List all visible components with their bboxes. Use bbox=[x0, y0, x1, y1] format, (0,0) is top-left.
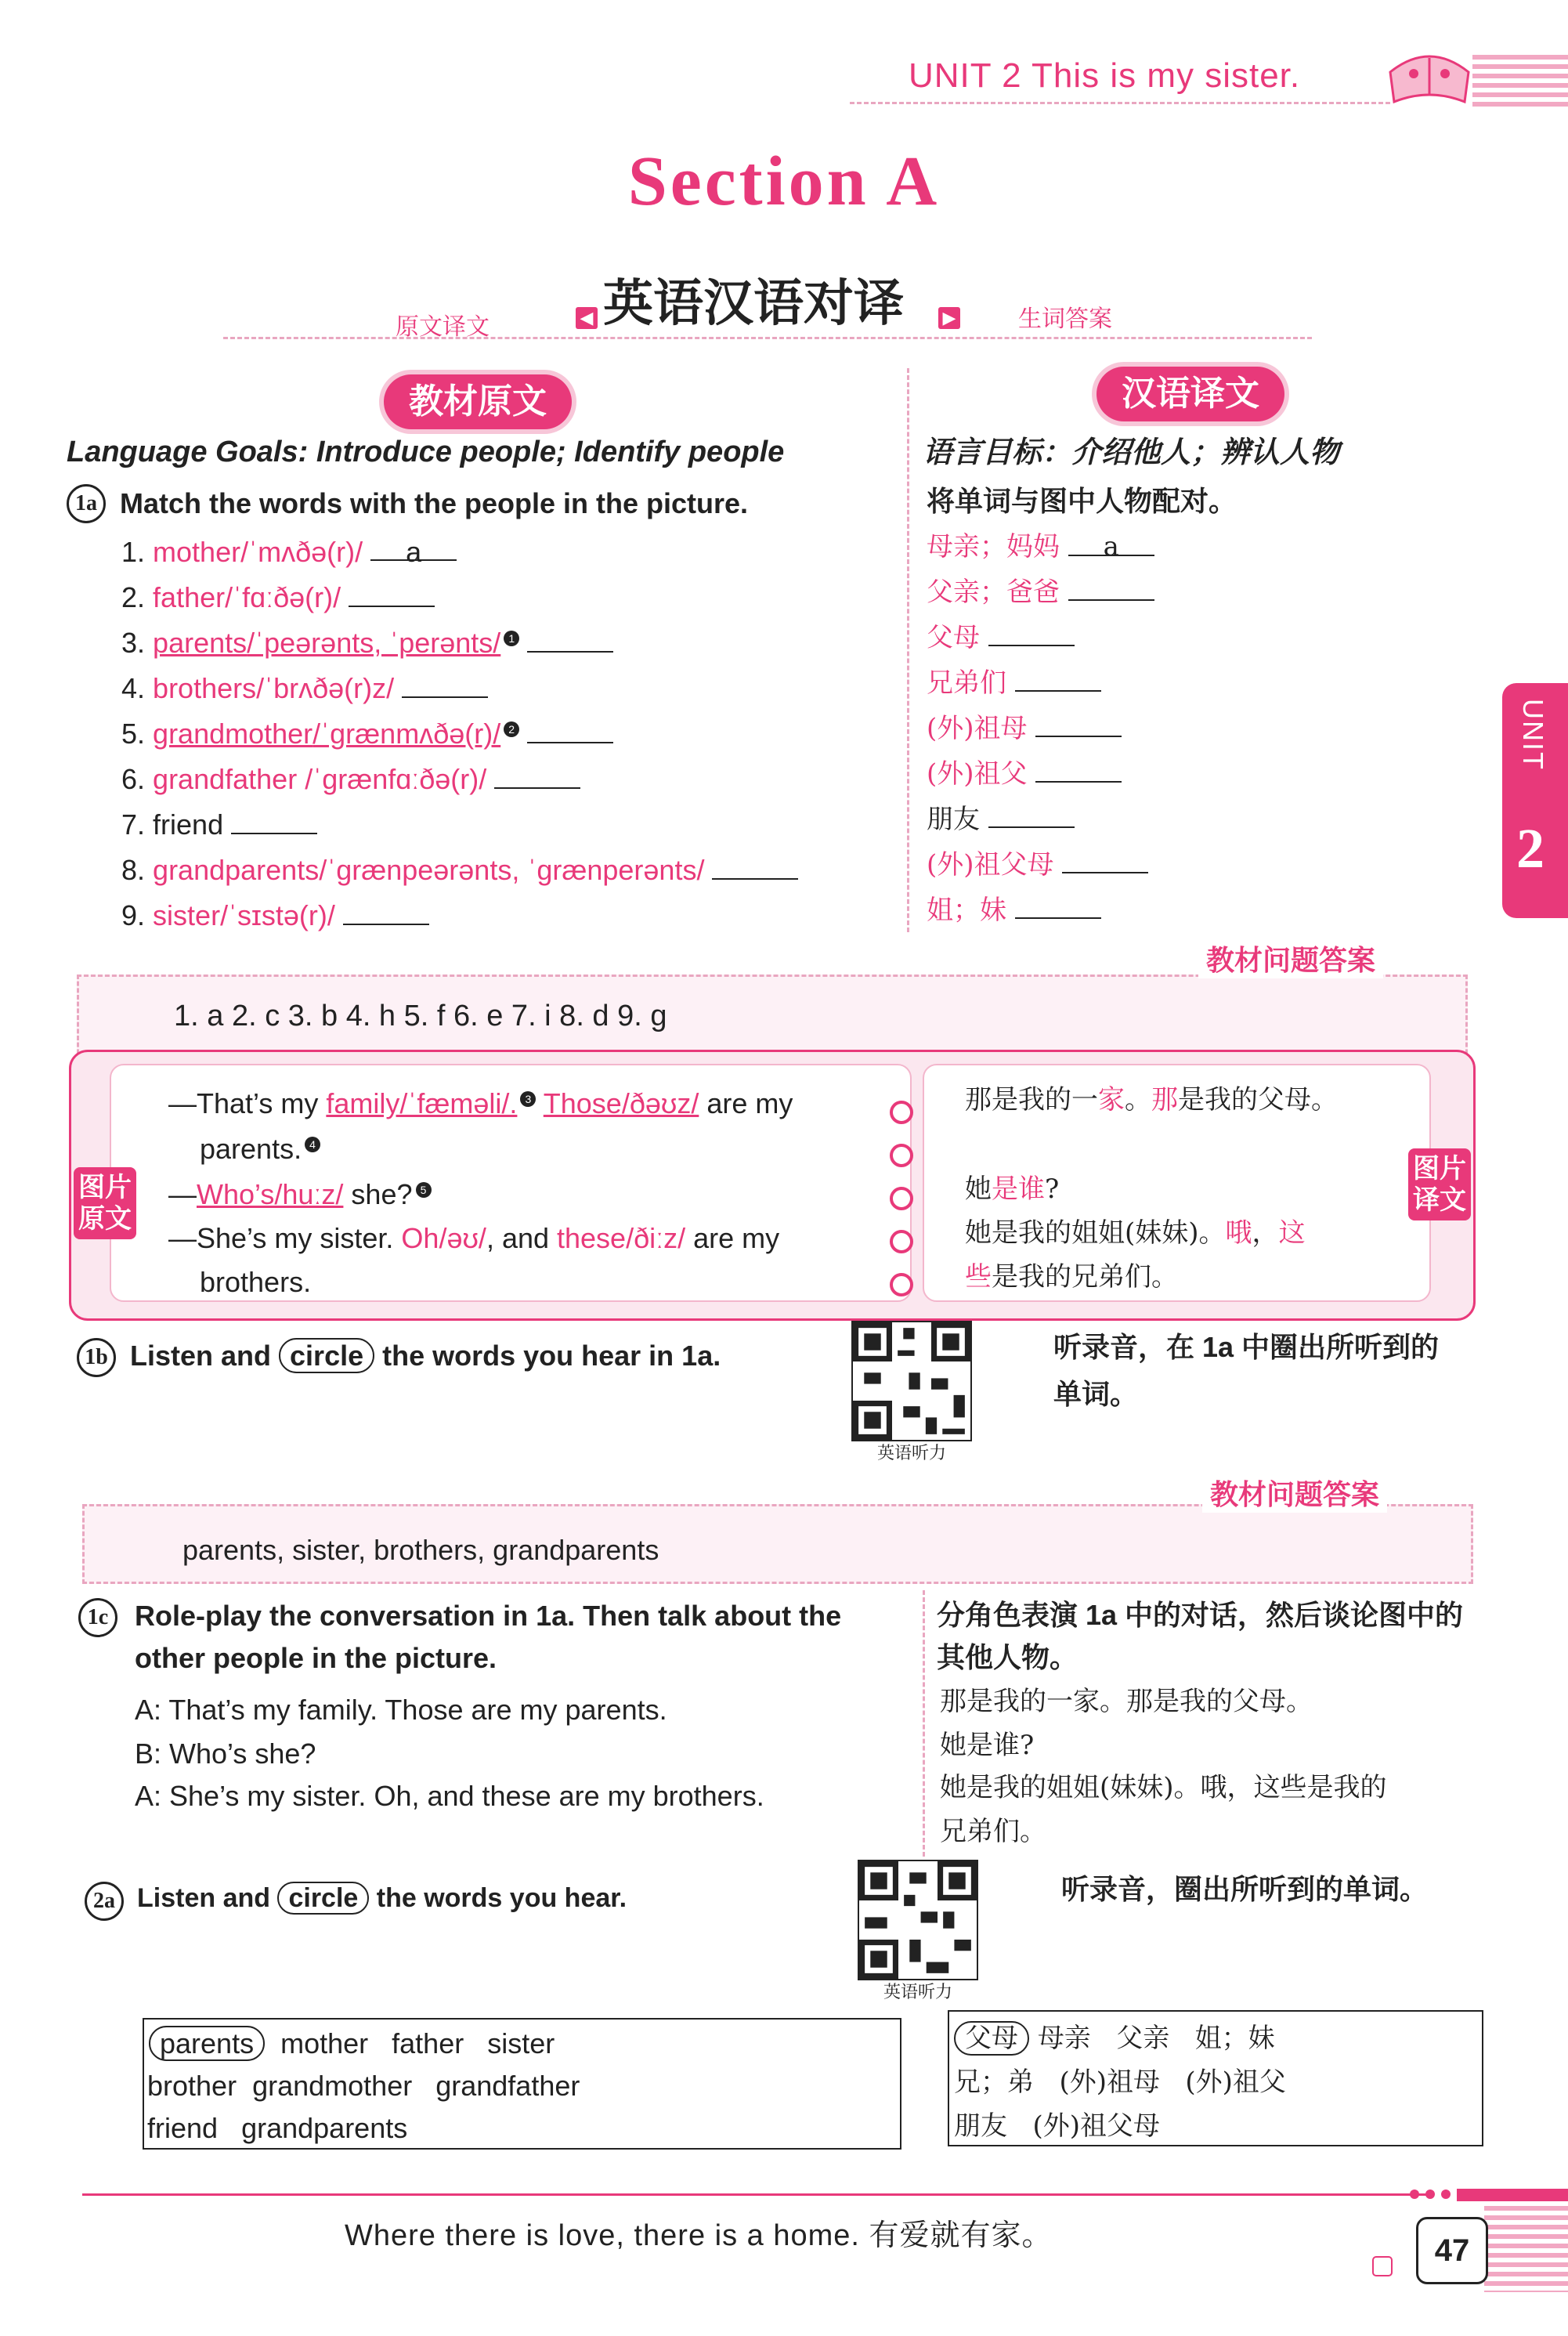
task-1a-instruction-zh: 将单词与图中人物配对。 bbox=[927, 485, 1237, 517]
word-item-9: 9. sister/ˈsɪstə(r)/ bbox=[121, 899, 429, 932]
zh-word-row-2: 兄；弟 (外)祖母 (外)祖父 bbox=[954, 2067, 1286, 2098]
binder-ring bbox=[890, 1101, 913, 1124]
task-1c-instruction-2: other people in the picture. bbox=[135, 1642, 497, 1674]
word-item-7: 7. friend bbox=[121, 808, 317, 841]
circled-answer: 父母 bbox=[954, 2021, 1029, 2056]
section-title: Section A bbox=[627, 143, 941, 220]
circled-answer: parents bbox=[149, 2026, 265, 2061]
zh-item-9: 姐；妹 bbox=[927, 888, 1101, 927]
task-number-1b: 1b bbox=[77, 1338, 116, 1377]
word-item-8: 8. grandparents/ˈɡrænpeərənts, ˈɡrænperənts/ bbox=[121, 854, 798, 887]
task-1c-instruction-zh-1: 分角色表演 1a 中的对话，然后谈论图中的 bbox=[937, 1599, 1464, 1631]
task-1c-instruction-zh-2: 其他人物。 bbox=[937, 1641, 1078, 1673]
picture-original-label: 图片原文 bbox=[74, 1167, 136, 1239]
dialog-zh-line-4: 些是我的兄弟们。 bbox=[965, 1261, 1178, 1293]
answer-blank[interactable] bbox=[712, 855, 798, 880]
book-mascot-icon bbox=[1382, 41, 1476, 108]
answers-1a: 1. a 2. c 3. b 4. h 5. f 6. e 7. i 8. d 9. g bbox=[174, 1000, 667, 1032]
task-2a-instruction-zh: 听录音，圈出所听到的单词。 bbox=[1061, 1873, 1429, 1905]
answer-blank[interactable] bbox=[402, 673, 488, 698]
answer-blank[interactable] bbox=[349, 582, 435, 607]
dialog-zh-line-3: 她是我的姐姐(妹妹)。哦，这 bbox=[965, 1217, 1306, 1249]
answer-tag-1a: 教材问题答案 bbox=[1198, 938, 1383, 978]
footer-square-icon bbox=[1372, 2256, 1393, 2276]
column-divider bbox=[907, 368, 909, 932]
footer-rule bbox=[82, 2193, 1429, 2196]
unit-tab-number: 2 bbox=[1516, 817, 1545, 880]
zh-item-2: 父亲；爸爸 bbox=[927, 570, 1154, 609]
word-row-1: parents mother father sister bbox=[149, 2027, 555, 2060]
role-play-line-2: B: Who’s she? bbox=[135, 1738, 316, 1770]
footer-dot bbox=[1441, 2190, 1451, 2199]
zh-word-row-1: 父母 母亲 父亲 姐；妹 bbox=[954, 2016, 1275, 2055]
header-stripes bbox=[1472, 55, 1568, 110]
language-goals-zh: 语言目标：介绍他人；辨认人物 bbox=[923, 436, 1340, 469]
word-item-5: 5. grandmother/ˈɡrænmʌðə(r)/ 2 bbox=[121, 718, 613, 750]
footer-dot bbox=[1410, 2190, 1419, 2199]
answer-blank[interactable] bbox=[343, 900, 429, 925]
zh-item-8: (外)祖父母 bbox=[927, 843, 1148, 881]
language-goals-en: Language Goals: Introduce people; Identify people bbox=[67, 436, 785, 468]
note-marker: 1 bbox=[504, 631, 519, 646]
role-play-line-3: A: She’s my sister. Oh, and these are my brothers. bbox=[135, 1780, 764, 1812]
word-row-3: friend grandparents bbox=[147, 2112, 408, 2144]
word-item-4: 4. brothers/ˈbrʌðə(r)z/ bbox=[121, 672, 488, 705]
unit-title: UNIT 2 This is my sister. bbox=[909, 56, 1301, 95]
footer-bar bbox=[1457, 2189, 1568, 2201]
dialog-line-4: —She’s my sister. Oh/əʊ/, and these/ðiːz/ are my bbox=[168, 1222, 780, 1254]
task-2a-instruction: Listen and circle the words you hear. bbox=[137, 1883, 627, 1913]
role-play-zh-4: 兄弟们。 bbox=[940, 1816, 1046, 1847]
word-item-1: 1. mother/ˈmʌðə(r)/ a bbox=[121, 536, 457, 569]
footer-quote: Where there is love, there is a home. 有爱就有家。 bbox=[345, 2219, 1053, 2252]
task-1a-instruction: Match the words with the people in the picture. bbox=[120, 487, 749, 519]
dialog-line-2: parents. 4 bbox=[200, 1133, 320, 1166]
word-item-6: 6. grandfather /ˈɡrænfɑːðə(r)/ bbox=[121, 763, 580, 796]
banner-left-label: 原文译文 bbox=[396, 314, 490, 340]
right-column-pill: 汉语译文 bbox=[1097, 367, 1284, 421]
dialog-line-3: —Who’s/huːz/ she? 5 bbox=[168, 1178, 432, 1211]
zh-item-3: 父母 bbox=[927, 616, 1075, 654]
task-number-1a: 1a bbox=[67, 484, 106, 523]
task-1b-instruction: Listen and circle the words you hear in 1a. bbox=[130, 1340, 721, 1372]
dialog-line-1: —That’s my family/ˈfæməli/. 3 Those/ðəʊz/ are my bbox=[168, 1087, 793, 1119]
page-number: 47 bbox=[1416, 2217, 1488, 2284]
binder-ring bbox=[890, 1144, 913, 1167]
binder-ring bbox=[890, 1187, 913, 1210]
word-row-2: brother grandmother grandfather bbox=[147, 2070, 580, 2102]
unit-side-tab[interactable] bbox=[1502, 683, 1568, 918]
circle-word: circle bbox=[277, 1882, 369, 1915]
zh-item-5: (外)祖母 bbox=[927, 707, 1122, 745]
zh-word-row-3: 朋友 (外)祖父母 bbox=[954, 2110, 1160, 2142]
unit-tab-label: UNIT bbox=[1517, 699, 1549, 771]
role-play-zh-3: 她是我的姐姐(妹妹)。哦，这些是我的 bbox=[940, 1772, 1387, 1803]
task-number-2a: 2a bbox=[85, 1882, 124, 1921]
left-column-pill: 教材原文 bbox=[384, 374, 572, 429]
footer-stripes bbox=[1484, 2206, 1568, 2292]
zh-item-6: (外)祖父 bbox=[927, 752, 1122, 790]
column-divider-1c bbox=[923, 1590, 925, 1857]
word-item-2: 2. father/ˈfɑːðə(r)/ bbox=[121, 581, 435, 614]
role-play-zh-1: 那是我的一家。那是我的父母。 bbox=[940, 1686, 1313, 1717]
task-1b-instruction-zh-2: 单词。 bbox=[1053, 1378, 1139, 1410]
dialog-zh-line-1: 那是我的一家。那是我的父母。 bbox=[965, 1084, 1338, 1116]
arrow-right-icon: ▶ bbox=[938, 307, 960, 329]
arrow-left-icon: ◀ bbox=[576, 307, 598, 329]
banner-right-label: 生词答案 bbox=[1018, 306, 1112, 332]
banner-dashed-rule bbox=[223, 337, 1312, 339]
dialog-line-5: brothers. bbox=[200, 1266, 312, 1298]
picture-translation-label: 图片译文 bbox=[1408, 1148, 1471, 1220]
circle-word: circle bbox=[279, 1338, 374, 1373]
task-number-1c: 1c bbox=[78, 1598, 117, 1637]
qr-label: 英语听力 bbox=[876, 1443, 946, 1463]
answer-blank[interactable]: a bbox=[370, 536, 457, 561]
zh-item-7: 朋友 bbox=[927, 797, 1075, 836]
role-play-line-1: A: That’s my family. Those are my parents. bbox=[135, 1694, 667, 1726]
header-dashed-rule bbox=[850, 102, 1390, 104]
footer-dot bbox=[1425, 2190, 1435, 2199]
qr-label: 英语听力 bbox=[883, 1982, 952, 2002]
role-play-zh-2: 她是谁? bbox=[940, 1730, 1035, 1761]
binder-ring bbox=[890, 1273, 913, 1296]
zh-item-1: 母亲；妈妈 a bbox=[927, 525, 1154, 563]
binder-ring bbox=[890, 1230, 913, 1253]
word-item-3: 3. parents/ˈpeərənts, ˈperənts/ 1 bbox=[121, 627, 613, 660]
dialog-zh-line-2: 她是谁? bbox=[965, 1173, 1060, 1205]
answers-1b: parents, sister, brothers, grandparents bbox=[182, 1534, 659, 1566]
note-marker: 2 bbox=[504, 721, 519, 737]
answer-blank[interactable] bbox=[494, 764, 580, 789]
qr-code-icon[interactable] bbox=[851, 1321, 972, 1441]
task-1c-instruction-1: Role-play the conversation in 1a. Then talk about the bbox=[135, 1600, 842, 1632]
qr-code-icon[interactable] bbox=[858, 1860, 978, 1980]
answer-blank[interactable] bbox=[527, 627, 613, 653]
answer-blank[interactable] bbox=[231, 809, 317, 834]
answer-blank[interactable] bbox=[527, 718, 613, 743]
zh-item-4: 兄弟们 bbox=[927, 661, 1101, 700]
answer-tag-1b: 教材问题答案 bbox=[1202, 1473, 1387, 1513]
task-1b-instruction-zh-1: 听录音，在 1a 中圈出所听到的 bbox=[1053, 1331, 1440, 1363]
banner-main-title: 英语汉语对译 bbox=[603, 275, 904, 331]
